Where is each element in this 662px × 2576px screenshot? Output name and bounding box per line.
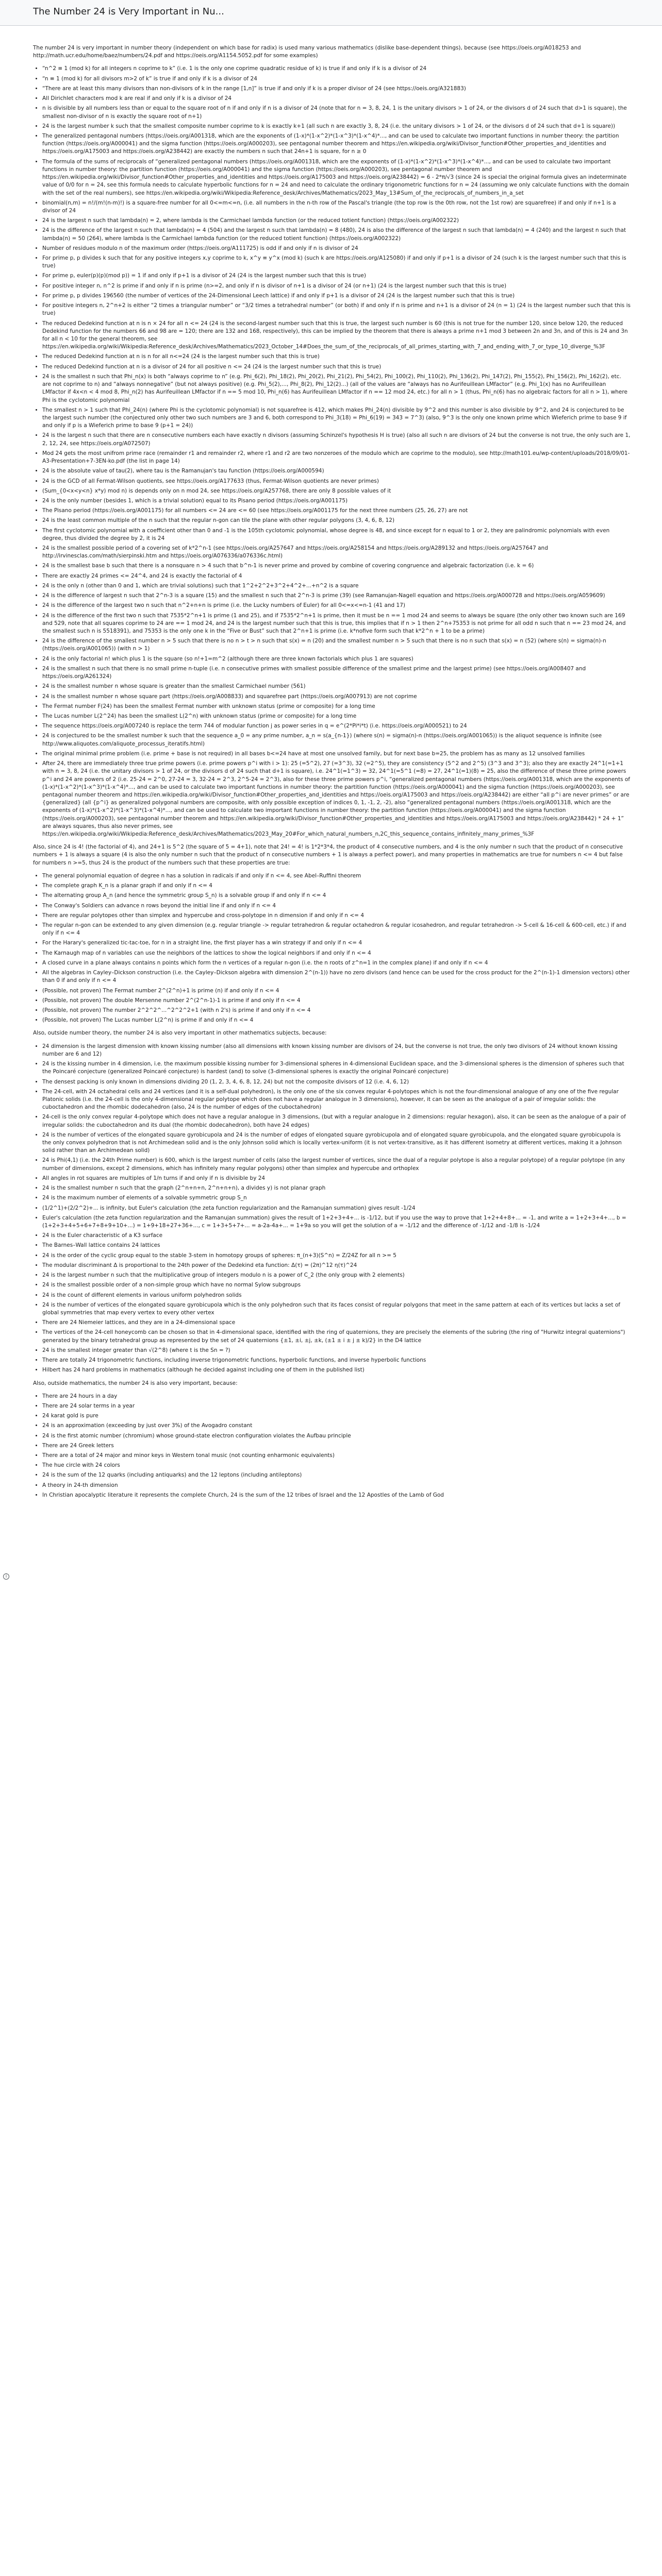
list-item: • “n ≡ 1 (mod k) for all divisors m>2 of k” is true if and only if k is a divisor of 24 <box>42 75 631 83</box>
list-item: • “There are at least this many divisors than non-divisors of k in the range [1,n]” is true if and only if k is a proper divisor of 24 (see https://oeis.org/A321883) <box>42 85 631 93</box>
list-item: • There are 24 Niemeier lattices, and they are in a 24-dimensional space <box>42 1319 631 1327</box>
list-item: • The alternating group A_n (and hence the symmetric group S_n) is a solvable group if and only if n <= 4 <box>42 892 631 900</box>
list-item: • 24 dimension is the largest dimension with known kissing number (also all dimensions with known kissing number are divisors of 24, but the converse is not true, the only two divisors of 24 without known kissing number are 6 and 12) <box>42 1043 631 1058</box>
list-item: • The Karnaugh map of n variables can use the neighbors of the lattices to show the logical neighbors if and only if n <= 4 <box>42 950 631 957</box>
list-item: • The formula of the sums of reciprocals of “generalized pentagonal numbers (https://oeis.org/A001318, which are the exponents of (1-x)*(1-x^2)*(1-x^3)*(1-x^4)*..., and can be used to calculate two important functions in number theory: the partition function (https://oeis.org/A000041) and the sigma function (https://oeis.org/A000203), see pentagonal number theorem and https://en.wikipedia.org/wiki/Divisor_function#Other_properties_and_identities and https://oeis.org/A175003 and https://oeis.org/A238442) = 6 - 2*π/√3 (since 24 is special the original formula gives an indeterminate value of 0/0 for n = 24, see this formula needs to calculate hyperbolic functions for n = 24 and need to calculate the ordinary trigonometric functions for n = 24 (assuming we only calculate functions with the domain with the set of the real numbers), see https://en.wikipedia.org/wiki/Wikipedia:Reference_desk/Archives/Mathematics/2023_May_13#Sum_of_the_reciprocals_of_numbers_in_a_set <box>42 158 631 197</box>
list-item: • For prime p, p divides k such that for any positive integers x,y coprime to k, x^y ≡ y^x (mod k) (such k are https://oeis.org/A125080) if and only if p+1 is a divisor of 24 (such k is the largest number such that this is true) <box>42 255 631 270</box>
list-item: • There are 24 Greek letters <box>42 1442 631 1450</box>
list-item: • For positive integer n, n^2 is prime if and only if n is prime (n>=2, and only if n is divisor of n+1 is a divisor of 24 (or n+1) (24 is the largest number such that this is true) <box>42 282 631 290</box>
list-item: • The Fermat number F(24) has been the smallest Fermat number with unknown status (prime or composite) for a long time <box>42 703 631 710</box>
list-item: • Euler's calculation (the zeta function regularization and the Ramanujan summation) gives the result of 1+2+3+4+... is -1/12, but if you use the way to prove that 1+2+4+8+... = -1, and write a = 1+2+3+4+..., b = (1+2+3+4+5+6+7+8+9+10+...) = 1+9+18+27+36+..., c = 1+3+5+7+... = a-2a-4a+... = 1+9a so you will get the solution of a = -1/12 and the difference of -1/12 and -1/8 is -1/24 <box>42 1214 631 1230</box>
list-item: • 24 is an approximation (exceeding by just over 3%) of the Avogadro constant <box>42 1422 631 1430</box>
list-item: • 24 is the largest number k such that the smallest composite number coprime to k is exactly k+1 (all such n are exactly 3, 8, 24 (i.e. the unitary divisors > 1 of 24, or the divisors d of 24 such that d+1 is square)) <box>42 123 631 130</box>
list-item: • 24 is conjectured to be the smallest number k such that the sequence a_0 = any prime number, a_n = s(a_{n-1}) (where s(n) = sigma(n)-n (https://oeis.org/A001065)) is the aliquot sequence is infinite (see http://www.aliquotes.com/aliquote_processus_iteratifs.html) <box>42 732 631 748</box>
list-item: • 24 is the largest number n such that the multiplicative group of integers modulo n is a power of C_2 (the only group with 2 elements) <box>42 1272 631 1279</box>
list-item: • 24 is the number of vertices of the elongated square gyrobicupola which is the only polyhedron such that its faces consist of regular polygons that meet in the same pattern at each of its vertices but lacks a set of global symmetries that map every vertex to every other vertex <box>42 1301 631 1317</box>
list-item: • 24 is the Euler characteristic of a K3 surface <box>42 1232 631 1240</box>
list-item: • For prime p, p divides 196560 (the number of vertices of the 24-Dimensional Leech lattice) if and only if p+1 is a divisor of 24 (24 is the largest number such that this is true) <box>42 292 631 300</box>
list-item: • 24 is the smallest number n whose square is greater than the smallest Carmichael number (561) <box>42 683 631 690</box>
list-item: • 24 is the number of vertices of the elongated square gyrobicupola and 24 is the number of edges of elongated square gyrobicupola and of elongated square gyrobicupola, and the elongated square gyrobicupola is the only convex polyhedron that is not Archimedean solid and is the only Johnson solid which is locally vertex-uniform (it is not vertex-transitive, as it has different isometry at different vertices, making it a Johnson solid rather than an Archimedean solid) <box>42 1131 631 1155</box>
number-theory-list <box>33 65 631 838</box>
list-item: • 24 is the largest n such that there are n consecutive numbers each have exactly n divisors (assuming Schinzel's hypothesis H is true) (also all such n are divisors of 24 but the converse is not true, the only such are 1, 2, 12, 24, see https://oeis.org/A072507) <box>42 432 631 447</box>
list-item: • The complete graph K_n is a planar graph if and only if n <= 4 <box>42 882 631 890</box>
list-item: • 24 is the maximum number of elements of a solvable symmetric group S_n <box>42 1194 631 1202</box>
list-item: • (Possible, not proven) The number 2^2^2^...^2^2^2+1 (with n 2's) is prime if and only if n <= 4 <box>42 1007 631 1014</box>
info-icon[interactable]: i <box>3 1573 9 1580</box>
list-item: • 24 is the smallest integer greater than √(2^8) (where t is the Sn = ?) <box>42 1347 631 1354</box>
list-item: • For the Harary's generalized tic-tac-toe, for n in a straight line, the first player has a win strategy if and only if n <= 4 <box>42 939 631 947</box>
list-item: • 24 is the difference of the largest two n such that n^2+n+n is prime (i.e. the Lucky numbers of Euler) for all 0<=x<=n-1 (41 and 17) <box>42 602 631 609</box>
list-item: • 24 is the largest n such that lambda(n) = 2, where lambda is the Carmichael lambda function (or the reduced totient function) (https://oeis.org/A002322) <box>42 217 631 225</box>
list-item: • 24 is the smallest number n whose square part (https://oeis.org/A008833) and squarefree part (https://oeis.org/A007913) are not coprime <box>42 693 631 701</box>
list-item: • The vertices of the 24-cell honeycomb can be chosen so that in 4-dimensional space, identified with the ring of quaternions, they are precisely the elements of the subring (the ring of "Hurwitz integral quaternions") generated by the binary tetrahedral group as represented by the set of 24 quaternions {±1, ±i, ±j, ±k, (±1 ± i ± j ± k)/2} in the D4 lattice <box>42 1329 631 1344</box>
list-item: • 24 is the order of the cyclic group equal to the stable 3-stem in homotopy groups of spheres: π_(n+3)(S^n) = Z/24Z for all n >= 5 <box>42 1252 631 1260</box>
list-item: • (Sum_{0<x<y<n} x*y) mod n) is depends only on n mod 24, see https://oeis.org/A257768, there are only 8 possible values of it <box>42 487 631 495</box>
list-item: • The Conway's Soldiers can advance n rows beyond the initial line if and only if n <= 4 <box>42 902 631 910</box>
list-item: • A closed curve in a plane always contains n points which form the n vertices of a regular n-gon (i.e. the n roots of z^n=1 in the complex plane) if and only if n <= 4 <box>42 959 631 967</box>
list-item: • 24 is the sum of the 12 quarks (including antiquarks) and the 12 leptons (including antileptons) <box>42 1471 631 1479</box>
list-item: • 24 karat gold is pure <box>42 1412 631 1420</box>
list-item: • The modular discriminant Δ is proportional to the 24th power of the Dedekind eta function: Δ(τ) = (2π)^12 η(τ)^24 <box>42 1262 631 1269</box>
list-item: • There are regular polytopes other than simplex and hypercube and cross-polytope in n dimension if and only if n <= 4 <box>42 912 631 920</box>
list-item: • (Possible, not proven) The Lucas number L(2^n) is prime if and only if n <= 4 <box>42 1016 631 1024</box>
list-item: • 24 is the smallest n such that there is no small prime n-tuple (i.e. n consecutive primes with smallest possible difference of the smallest prime and the largest prime) (see https://oeis.org/A008407 and https://oeis.org/A261324) <box>42 665 631 681</box>
list-item: • For positive integers n, 2^n+2 is either “2 times a triangular number” or “3/2 times a tetrahedral number” (or both) if and only if n is prime and n+1 is a divisor of 24 (n = 1) (24 is the largest number such that this is true) <box>42 302 631 317</box>
other-math-list <box>33 1043 631 1375</box>
list-item: • The smallest n > 1 such that Phi_24(n) (where Phi is the cyclotomic polynomial) is not squarefree is 412, which makes Phi_24(n) divisible by 9^2 and this number is also divisible by 9^2, and 24 is conjectured to be the largest such number (the conjectured only other two such numbers are 3 and 6, both correspond to Phi_3(18) = Phi_6(19) = 343 = 7^3) (also, 9^3 is the only one known prime which Wieferich prime to base 9 if and only if p is a Wieferich prime to base 9 (p+1 = 24)) <box>42 406 631 430</box>
factorial-paragraph: Also, since 24 is 4! (the factorial of 4), and 24+1 is 5^2 (the square of 5 = 4+1), note that 24! = 4! is 1*2*3*4, the product of 4 consecutive numbers, and 4 is the only number n such that the product of n consecutive numbers + 1 is always a square (4 is also the only number n such that the product of n consecutive numbers + 1 is always a perfect power), and many properties in mathematics are true for numbers n <= 4 but false for numbers n >=5, thus 24 is the product of the numbers such that these properties are true: <box>33 844 623 866</box>
list-item: • 24 is the smallest possible order of a non-simple group which have no normal Sylow subgroups <box>42 1281 631 1289</box>
list-item: • A theory in 24-th dimension <box>42 1482 631 1489</box>
factorial-properties-list <box>33 872 631 1025</box>
list-item: • There are exactly 24 primes <= 24^4, and 24 is exactly the factorial of 4 <box>42 572 631 580</box>
list-item: • Hilbert has 24 hard problems in mathematics (although he decided against including one of them in the published list) <box>42 1366 631 1374</box>
intro-paragraph: The number 24 is very important in number theory (independent on which base for radix) is used many various mathematics (dislike base-dependent things), because (see https://oeis.org/A018253 and http://math.ucr.edu/home/baez/numbers/24.pdf and https://oeis.org/A1154.5052.pdf for some examples) <box>33 45 581 59</box>
list-item: • 24 is the least common multiple of the n such that the regular n-gon can tile the plane with other regular polygons (3, 4, 6, 8, 12) <box>42 517 631 524</box>
list-item: • binomial(n,m) = n!/(m!(n-m)!) is a square-free number for all 0<=m<=n, (i.e. all numbers in the n-th row of the Pascal's triangle (the top row is the 0th row, not the 1st row) are squarefree) if and only if n+1 is a divisor of 24 <box>42 199 631 215</box>
list-item: • The regular n-gon can be extended to any given dimension (e.g. regular triangle -> regular tetrahedron & regular octahedron & regular icosahedron, and regular tetrahedron -> 5-cell & 16-cell & 600-cell, etc.) if and only if n <= 4 <box>42 922 631 937</box>
list-item: • 24 is the kissing number in 4 dimension, i.e. the maximum possible kissing number for 3-dimensional spheres in 4-dimensional Euclidean space, and the 3-dimensional spheres is the dimension of spheres such that the Poincaré conjecture (generalized Poincaré conjecture) is hardest (and) to solve (3-dimensional spheres is exactly the original Poincaré conjecture) <box>42 1060 631 1076</box>
list-item: • Mod 24 gets the most unifrom prime race (remainder r1 and remainder r2, where r1 and r2 are two nonzeroes of the modulo which are coprime to the modulo), see http://math101.eu/wp-content/uploads/2018/09/01-A3-Presentation+7-3EN-ko.pdf (the list in page 14) <box>42 450 631 465</box>
list-item: • 24 is the difference of the first two n such that 7535*2^n+1 is prime (1 and 25), and if 7535*2^n+1 is prime, then it must be n == 1 mod 24 and seems to always be square (the only other two known such are 169 and 529, note that all squares coprime to 24 are == 1 mod 24, and 24 is the largest number such that this is true, this implies that if n > 1 then 2^n+75353 is not prime for all odd n such that n == 23 mod 24, and the smallest such n is 5518391), and 75353 is the only one k in the “Five or Bust” such that 2^n+1 is prime (i.e. k*nofive form such that k*2^n + 1 to be a prime) <box>42 612 631 636</box>
outside-math-list <box>33 1393 631 1499</box>
article-content <box>33 44 631 1504</box>
list-item: • After 24, there are immediately three true prime powers (i.e. prime powers p^i with i > 1): 25 (=5^2), 27 (=3^3), 32 (=2^5), they are consistency (5^2 and 2^5) (3^3 and 3^3); also they are exactly 24^1(=1+1 with n = 3, 8, 24 (i.e. the unitary divisors > 1 of 24, or the divisors d of 24 such that d+1 is square), i.e. 24^1(=1^3) = 32, 24^1(=5^1 (=8) = 27, 24^1(=1)(8) = 25, also the difference of these three prime powers p^i and 24 are powers of 2 (i.e. 25-24 = 2^0, 27-24 = 3, 32-24 = 2^3, 2^5-24 = 2^3), also for these three prime powers p^i, “generalized pentagonal numbers (https://oeis.org/A001318, which are the exponents of (1-x)*(1-x^2)*(1-x^3)*(1-x^4)*..., and can be used to calculate two important functions in number theory: the partition function (https://oeis.org/A000041) and the sigma function (https://oeis.org/A000203), see pentagonal number theorem and https://en.wikipedia.org/wiki/Divisor_function#Other_properties_and_identities and https://oeis.org/A175003 and https://oeis.org/A238442) are either “all p^i are never primes” or are {generalized} (all {p^i} as generalized polygonal numbers are composite, with only possible exception of indices 0, 1, -1, 2, -2), also “generalized pentagonal numbers (https://oeis.org/A001318, which are the exponents of (1-x)*(1-x^2)*(1-x^3)*(1-x^4)*..., and can be used to calculate two important functions in number theory: the partition function (https://oeis.org/A000041) and the sigma function (https://oeis.org/A000203), see pentagonal number theorem and https://en.wikipedia.org/wiki/Divisor_function#Other_properties_and_identities and https://oeis.org/A175003 and https://oeis.org/A238442) * 24 + 1” are always squares, thus also never primes, see https://en.wikipedia.org/wiki/Wikipedia:Reference_desk/Archives/Mathematics/2023_May_20#For_which_natural_numbers_n,2C_this_sequence_contains_infinitely_many_primes_%3F <box>42 760 631 838</box>
list-item: • n is divisible by all numbers less than or equal to the square root of n if and only if n is a divisor of 24 (note that for n = 3, 8, 24, 1 is the unitary divisors > 1 of 24, or the divisors d of 24 such that d>1 is square), the smallest non-divisor of n is exactly the square root of n+1) <box>42 105 631 120</box>
list-item: • There are totally 24 trigonometric functions, including inverse trigonometric functions, hyperbolic functions, and inverse hyperbolic functions <box>42 1357 631 1364</box>
list-item: • 24 is the difference of the smallest number n > 5 such that there is no n > t > n such that s(x) = n (20) and the smallest number n > 5 such that there is no n such that s(x) = n (52) (where s(n) = sigma(n)-n (https://oeis.org/A001065)) (with n > 1) <box>42 637 631 653</box>
list-item: • 24 is the difference of the largest n such that lambda(n) = 4 (504) and the largest n such that lambda(n) = 8 (480), 24 is also the difference of the largest n such that lambda(n) = 4 (240) and the largest n such that lambda(n) = 50 (264), where lambda is the Carmichael lambda function (or the reduced totient function) (https://oeis.org/A002322) <box>42 227 631 242</box>
list-item: • The generalized pentagonal numbers (https://oeis.org/A001318, which are the exponents of (1-x)*(1-x^2)*(1-x^3)*(1-x^4)*..., and can be used to calculate two important functions in number theory: the partition function (https://oeis.org/A000041) and the sigma function (https://oeis.org/A000203), see pentagonal number theorem and https://en.wikipedia.org/wiki/Divisor_function#Other_properties_and_identities and https://oeis.org/A175003 and https://oeis.org/A238442) are exactly the numbers n such that 24n+1 is square, for n ≥ 0 <box>42 132 631 156</box>
list-item: • 24 is the only number (besides 1, which is a trivial solution) equal to its Pisano period (https://oeis.org/A001175) <box>42 497 631 505</box>
list-item: • 24-cell is the only convex regular 4-polytope which does not have a regular analogue in 3 dimensions, (but with a regular analogue in 2 dimensions: regular hexagon), also, it can be seen as the analogue of a pair of irregular solids: the cuboctahedron and its dual (the rhombic dodecahedron), both have 24 edges) <box>42 1113 631 1129</box>
list-item: • The sequence https://oeis.org/A007240 is replace the term 744 of modular function j as power series in q = e^(2*Pi*i*t) (i.e. https://oeis.org/A000521) to 24 <box>42 722 631 730</box>
list-item: • The densest packing is only known in dimensions dividing 20 (1, 2, 3, 4, 6, 8, 12, 24) but not the composite divisors of 12 (i.e. 4, 6, 12) <box>42 1078 631 1086</box>
list-item: • 24 is the only n (other than 0 and 1, which are trivial solutions) such that 1^2+2^2+3^2+4^2+...+n^2 is a square <box>42 582 631 590</box>
list-item: • 24 is the smallest n such that Phi_n(x) is both “always coprime to n” (e.g. Phi_6(2), Phi_18(2), Phi_20(2), Phi_21(2), Phi_54(2), Phi_100(2), Phi_110(2), Phi_136(2), Phi_147(2), Phi_155(2), Phi_156(2), Phi_162(2), etc. are not coprime to n) and “always nonnegative” (but not always positive) (e.g. Phi_5(2),..., Phi_8(2), Phi_12(2)...) (all of the values are “always has no Aurifeuillean LMfactor” (e.g. Phi_1(x) has no Aurifeuillean LMfactor if 4x<n < 4 mod 8, Phi_n(2) has Aurifeuillean LMfactor if n == 5 mod 10, Phi_n(6) has Aurifeuillean LMfactor if n == 12 mod 24, etc.) for all n > 1 (thus, Phi_n(6) has no algebraic factors for all n > 1), where Phi is the cyclotomic polynomial <box>42 373 631 404</box>
list-item: • The Lucas number L(2^24) has been the smallest L(2^n) with unknown status (prime or composite) for a long time <box>42 713 631 720</box>
list-item: • There are a total of 24 major and minor keys in Western tonal music (not counting enharmonic equivalents) <box>42 1452 631 1460</box>
list-item: • 24 is the only factorial n! which plus 1 is the square (so n!+1=m^2 (although there are three known factorials which plus 1 are squares) <box>42 655 631 663</box>
list-item: • (1/2^1)+(2/2^2)+... is infinity, but Euler's calculation (the zeta function regularization and the Ramanujan summation) gives result -1/24 <box>42 1205 631 1212</box>
list-item: • 24 is the absolute value of tau(2), where tau is the Ramanujan's tau function (https://oeis.org/A000594) <box>42 467 631 475</box>
list-item: • The original minimal prime problem (i.e. prime + base is not required) in all bases b<=24 have at most one unsolved family, but for next base b=25, the problem has as many as 12 unsolved families <box>42 750 631 758</box>
list-item: • 24 is Phi(4,1) (i.e. the 24th Prime number) is 600, which is the largest number of cells (also the largest number of vertices, since the dual of a regular polytope is also a regular polytope) of a regular polytope (in any number of dimensions, except 2 dimensions, which has infinitely many regular polygons) other than simplex and hypercube and orthoplex <box>42 1157 631 1172</box>
list-item: • 24 is the smallest base b such that there is a nonsquare n > 4 such that b^n-1 is never prime and proved by combine of covering congruence and algebraic factorization (i.e. k = 6) <box>42 562 631 570</box>
list-item: • 24 is the first atomic number (chromium) whose ground-state electron configuration violates the Aufbau principle <box>42 1432 631 1440</box>
outside-math-paragraph: Also, outside mathematics, the number 24 is also very important, because: <box>33 1380 238 1386</box>
list-item: • All Dirichlet characters mod k are real if and only if k is a divisor of 24 <box>42 95 631 103</box>
list-item: • The general polynomial equation of degree n has a solution in radicals if and only if n <= 4, see Abel–Ruffini theorem <box>42 872 631 880</box>
list-item: • In Christian apocalyptic literature it represents the complete Church, 24 is the sum of the 12 tribes of Israel and the 12 Apostles of the Lamb of God <box>42 1492 631 1499</box>
list-item: • The Barnes–Wall lattice contains 24 lattices <box>42 1242 631 1249</box>
list-item: • The Pisano period (https://oeis.org/A001175) for all numbers <= 24 are <= 60 (see https://oeis.org/A001175 for the next three numbers (25, 26, 27) are not <box>42 507 631 515</box>
list-item: • The reduced Dedekind function at n is a divisor of 24 for all positive n <= 24 (24 is the largest number such that this is true) <box>42 363 631 371</box>
page-header <box>0 0 662 26</box>
list-item: • There are 24 hours in a day <box>42 1393 631 1400</box>
other-math-paragraph: Also, outside number theory, the number 24 is also very important in other mathematics subjects, because: <box>33 1030 327 1037</box>
list-item: • 24 is the count of different elements in various uniform polyhedron solids <box>42 1292 631 1299</box>
page-title: The Number 24 is Very Important in Nu... <box>33 6 224 17</box>
list-item: • There are 24 solar terms in a year <box>42 1402 631 1410</box>
list-item: • The reduced Dedekind function at n is n for all n<=24 (24 is the largest number such that this is true) <box>42 353 631 361</box>
list-item: • The reduced Dedekind function at n is n × 24 for all n <= 24 (24 is the second-largest number such that this is true, the largest such number is 60 (this is not true for the number 120, since below 120, the reduced Dedekind function for the numbers 66 and 98 are = 120; there are 132 and 168, respectively), this can be implied by the theorem that there is always a prime n+1 mod 3 between 2n and 3n, and of this is 24 and 3n for all n < 10 for the general theorem, see https://en.wikipedia.org/wiki/Wikipedia:Reference_desk/Archives/Mathematics/2023_October_14#Does_the_sum_of_the_reciprocals_of_all_primes_starting_with_7_and_ending_with_7_or_type_10_diverge_%3F <box>42 320 631 351</box>
list-item: • 24 is the difference of largest n such that 2^n-3 is a square (15) and the smallest n such that 2^n-3 is prime (39) (see Ramanujan-Nagell equation and https://oeis.org/A000728 and https://oeis.org/A059609) <box>42 592 631 600</box>
list-item: • The hue circle with 24 colors <box>42 1462 631 1469</box>
list-item: • All angles in rot squares are multiples of 1/n turns if and only if n is divisible by 24 <box>42 1175 631 1182</box>
list-item: • All the algebras in Cayley–Dickson construction (i.e. the Cayley–Dickson algebra with dimension 2^(n-1)) have no zero divisors (and hence can be used for the cross product for the 2^(n-1)-1 dimension vectors) other than 0 if and only if n <= 4 <box>42 969 631 985</box>
list-item: • (Possible, not proven) The double Mersenne number 2^(2^n-1)-1 is prime if and only if n <= 4 <box>42 997 631 1005</box>
list-item: • 24 is the GCD of all Fermat-Wilson quotients, see https://oeis.org/A177633 (thus, Fermat-Wilson quotients are never primes) <box>42 478 631 485</box>
list-item: • 24 is the smallest number n such that the graph (2^n+n+n, 2^n+n+n), a divides y) is not planar graph <box>42 1184 631 1192</box>
list-item: • The first cyclotomic polynomial with a coefficient other than 0 and -1 is the 105th cyclotomic polynomial, whose degree is 48, and since except for n equal to 1 or 2, they are palindromic polynomials with even degree, thus divided the degree by 2, it is 24 <box>42 527 631 543</box>
list-item: • (Possible, not proven) The Fermat number 2^(2^n)+1 is prime (n) if and only if n <= 4 <box>42 987 631 995</box>
list-item: • For prime p, euler(p)(p)(mod p)) = 1 if and only if p+1 is a divisor of 24 (24 is the largest number such that this is true) <box>42 272 631 280</box>
list-item: • The 24-cell, with 24 octahedral cells and 24 vertices (and it is a self-dual polyhedron), is the only one of the six convex regular 4-polytopes which is not the four-dimensional analogue of any one of the five regular Platonic solids (i.e. the 24-cell is the only 4-dimensional regular polytope which does not have a regular analogue in 3 dimensions), however, it can be seen as the analogue of a pair of irregular solids: the cuboctahedron and the rhombic dodecahedron (also, 24 is the number of edges of the cuboctahedron) <box>42 1088 631 1112</box>
list-item: • “n^2 ≡ 1 (mod k) for all integers n coprime to k” (i.e. 1 is the only one coprime quadratic residue of k) is true if and only if k is a divisor of 24 <box>42 65 631 73</box>
list-item: • 24 is the smallest possible period of a covering set of k*2^n-1 (see https://oeis.org/A257647 and https://oeis.org/A258154 and https://oeis.org/A289132 and https://oeis.org/A257647 and http://irvinesclas.com/math/sierpinski.htm and https://oeis.org/A076336/a076336c.html) <box>42 545 631 560</box>
list-item: • Number of residues modulo n of the maximum order (https://oeis.org/A111725) is odd if and only if n is divisor of 24 <box>42 245 631 252</box>
